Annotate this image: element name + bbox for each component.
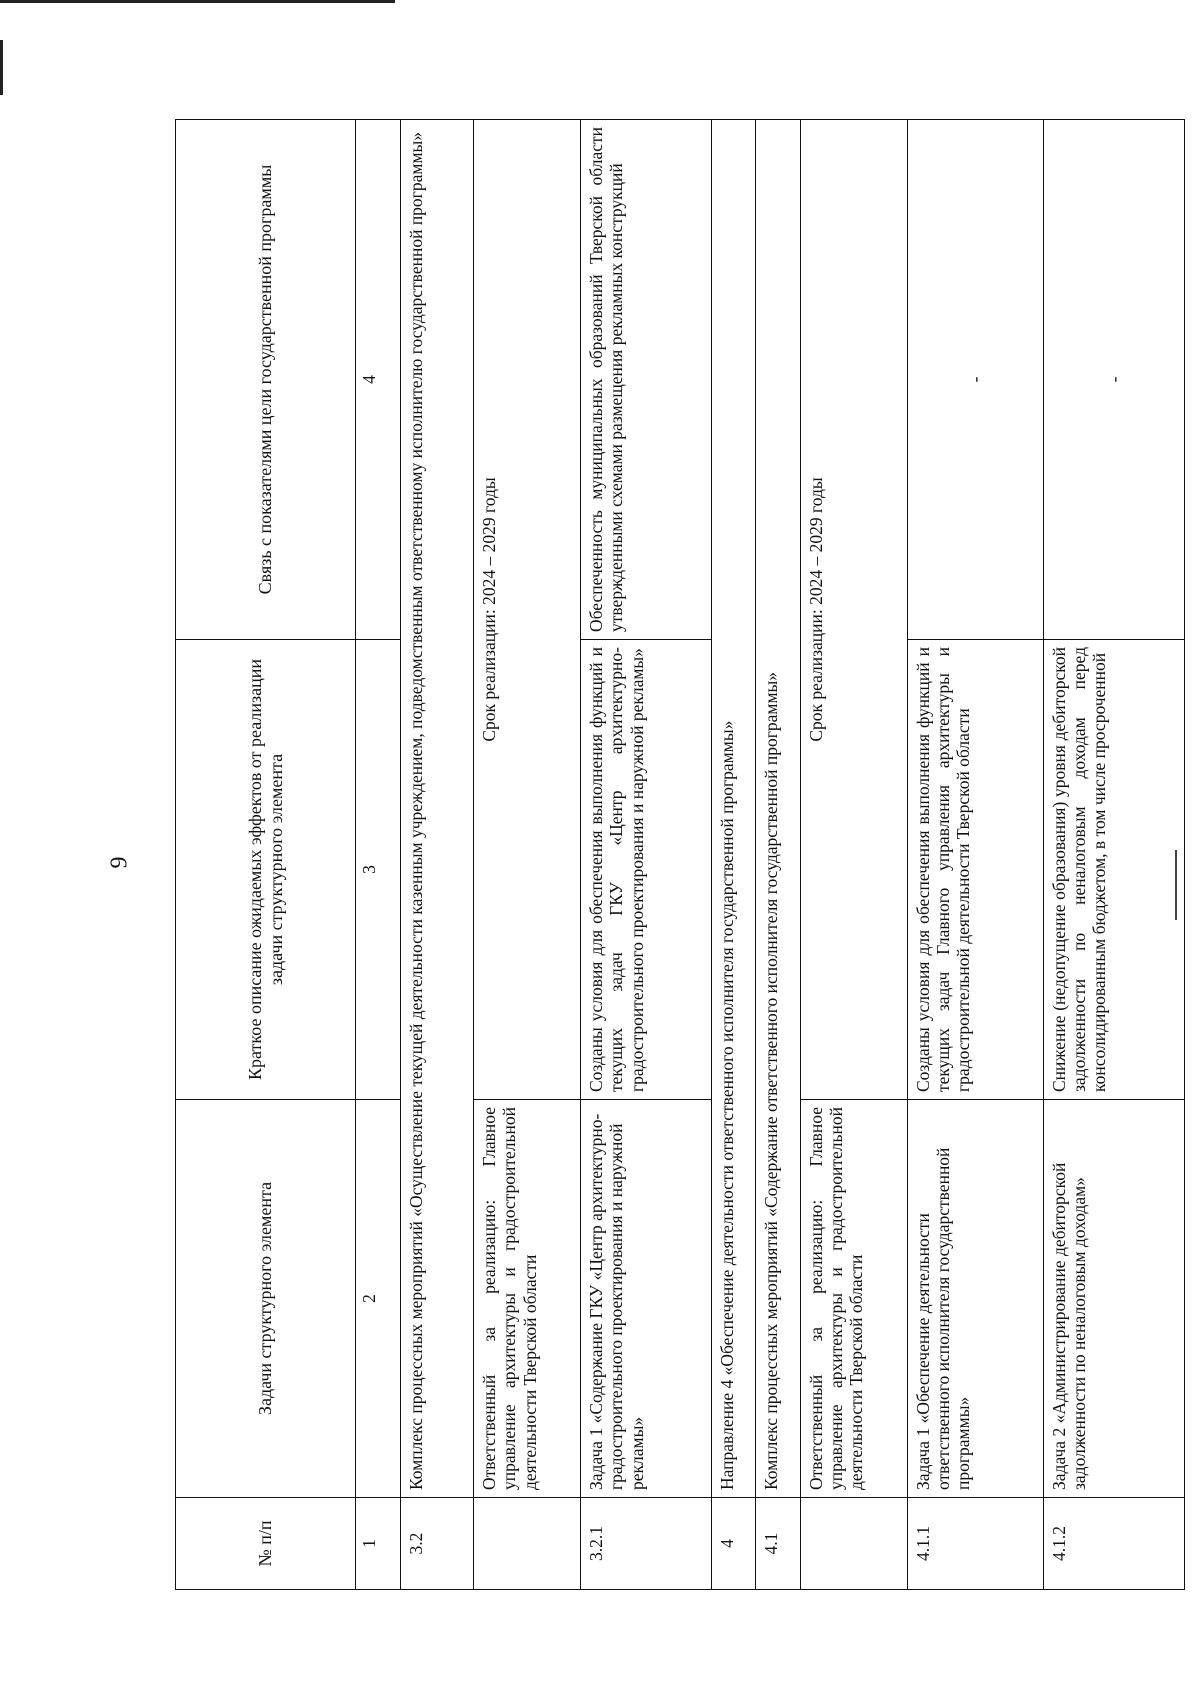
table-row	[907, 120, 1043, 1590]
row-num-empty	[800, 1498, 907, 1590]
rotated-table-wrapper	[175, 120, 1185, 1590]
table-row	[800, 120, 907, 1590]
task-text: Задача 1 «Обеспечение деятельности ответственного исполнителя государственной программы»	[907, 1100, 1043, 1498]
responsible-text: Ответственный за реализацию: Главное управление архитектуры и градостроительной деятельности Тверской области	[473, 1100, 580, 1498]
row-num: 3.2.1	[581, 1498, 712, 1590]
scan-edge-left	[0, 40, 3, 95]
structure-table	[175, 119, 1185, 1590]
table-row	[473, 120, 580, 1590]
table-row	[1043, 120, 1184, 1590]
table-row	[581, 120, 712, 1590]
row-num: 4.1.2	[1043, 1498, 1184, 1590]
row-num-empty	[473, 1498, 580, 1590]
colnum-3: 3	[356, 640, 400, 1100]
header-task: Задачи структурного элемента	[176, 1100, 356, 1498]
row-title: Комплекс процессных мероприятий «Содержание ответственного исполнителя государственной программы»	[756, 120, 800, 1498]
link-text: -	[907, 120, 1043, 640]
header-link: Связь с показателями цели государственной программы	[176, 120, 356, 640]
period-text: Срок реализации: 2024 – 2029 годы	[800, 120, 907, 1100]
effect-text: Созданы условия для обеспечения выполнения функций и текущих задач Главного управления архитектуры и градостроительной деятельности Тверской области	[907, 640, 1043, 1100]
responsible-text: Ответственный за реализацию: Главное управление архитектуры и градостроительной деятельности Тверской области	[800, 1100, 907, 1498]
page-number: 9	[106, 856, 133, 869]
task-text: Задача 1 «Содержание ГКУ «Центр архитектурно-градостроительного проектирования и наружной рекламы»	[581, 1100, 712, 1498]
row-num: 3.2	[400, 1498, 473, 1590]
table-row	[400, 120, 473, 1590]
task-text: Задача 2 «Администрирование дебиторской задолженности по неналоговым доходам»	[1043, 1100, 1184, 1498]
colnum-1: 1	[356, 1498, 400, 1590]
effect-text: Созданы условия для обеспечения выполнения функций и текущих задач ГКУ «Центр архитектурно-градостроительного проектирования и наружной рекламы»	[581, 640, 712, 1100]
table-row	[711, 120, 755, 1590]
period-text: Срок реализации: 2024 – 2029 годы	[473, 120, 580, 1100]
row-num: 4.1.1	[907, 1498, 1043, 1590]
colnum-4: 4	[356, 120, 400, 640]
row-title: Направление 4 «Обеспечение деятельности ответственного исполнителя государственной программы»	[711, 120, 755, 1498]
scan-edge-top	[0, 0, 395, 3]
column-number-row	[356, 120, 400, 1590]
link-text: Обеспеченность муниципальных образований Тверской области утвержденными схемами размещения рекламных конструкций	[581, 120, 712, 640]
header-effect: Краткое описание ожидаемых эффектов от реализации задачи структурного элемента	[176, 640, 356, 1100]
table-row	[756, 120, 800, 1590]
row-title: Комплекс процессных мероприятий «Осуществление текущей деятельности казенным учреждением, подведомственным ответственному исполнителю государственной программы»	[400, 120, 473, 1498]
link-text: -	[1043, 120, 1184, 640]
header-num: № п/п	[176, 1498, 356, 1590]
row-num: 4.1	[756, 1498, 800, 1590]
effect-text: Снижение (недопущение образования) уровня дебиторской задолженности по неналоговым доходам перед консолидированным бюджетом, в том числе просроченной	[1043, 640, 1184, 1100]
colnum-2: 2	[356, 1100, 400, 1498]
row-num: 4	[711, 1498, 755, 1590]
header-row	[176, 120, 356, 1590]
